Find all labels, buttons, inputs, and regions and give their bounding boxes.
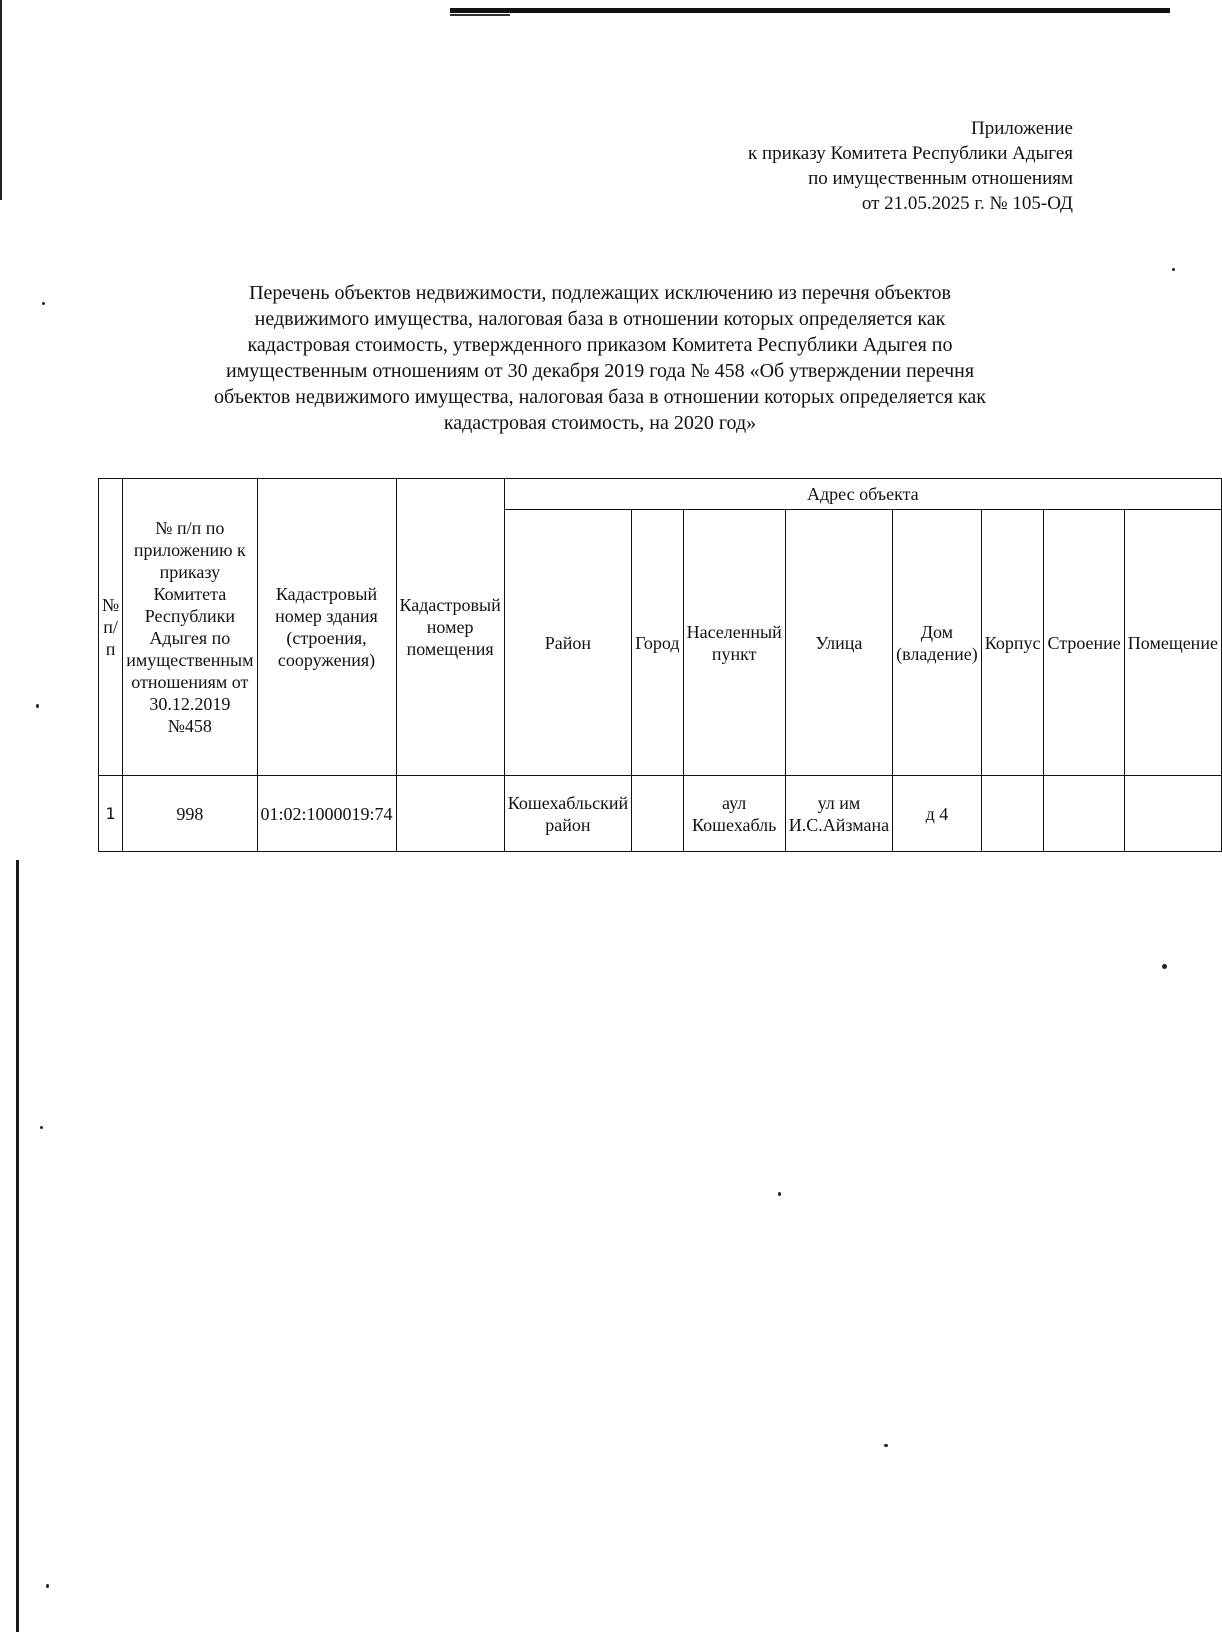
cell-appendix-num: 998 [123, 776, 257, 852]
scan-edge-line [0, 0, 2, 200]
scan-speck [884, 1444, 888, 1447]
title-line: кадастровая стоимость, на 2020 год» [443, 412, 757, 434]
cell-room-cadastral [396, 776, 504, 852]
cell-district: Кошехабльский район [504, 776, 631, 852]
title-line: кадастровая стоимость, утвержденного приказом Комитета Республики Адыгея по [247, 334, 953, 356]
header-house: Дом (владение) [893, 510, 982, 776]
header-city: Город [632, 510, 683, 776]
scan-edge-line [16, 860, 19, 1632]
appendix-line: Приложение [971, 118, 1073, 139]
scan-edge-line [450, 14, 510, 16]
appendix-line: от 21.05.2025 г. № 105-ОД [861, 193, 1073, 214]
cell-city [632, 776, 683, 852]
appendix-header [748, 116, 1073, 216]
title-line: Перечень объектов недвижимости, подлежащих исключению из перечня объектов [249, 282, 951, 304]
header-settlement: Населенный пункт [683, 510, 785, 776]
scan-speck [36, 704, 39, 708]
scan-speck [46, 1584, 49, 1588]
header-room-cadastral: Кадастровый номер помещения [396, 479, 504, 776]
appendix-line: по имущественным отношениям [808, 168, 1073, 189]
cell-num: 1 [99, 776, 123, 852]
cell-premises [1124, 776, 1221, 852]
cell-building-cadastral: 01:02:1000019:74 [257, 776, 396, 852]
scan-speck [1172, 268, 1175, 271]
header-address-group: Адрес объекта [504, 479, 1221, 510]
header-street: Улица [785, 510, 892, 776]
document-title [150, 280, 1050, 436]
scan-edge-line [450, 8, 1170, 13]
header-premises: Помещение [1124, 510, 1221, 776]
header-district: Район [504, 510, 631, 776]
header-num: № п/п [99, 479, 123, 776]
scan-speck [40, 1126, 43, 1129]
scan-speck [1162, 964, 1167, 969]
title-line: недвижимого имущества, налоговая база в отношении которых определяется как [254, 308, 946, 330]
title-line: имущественным отношениям от 30 декабря 2019 года № 458 «Об утверждении перечня [225, 360, 975, 382]
objects-table [98, 478, 1222, 852]
title-line: объектов недвижимого имущества, налоговая база в отношении которых определяется как [214, 386, 986, 408]
appendix-line: к приказу Комитета Республики Адыгея [748, 143, 1073, 164]
table-row [99, 776, 1222, 852]
scan-speck [778, 1192, 781, 1196]
header-building-cadastral: Кадастровый номер здания (строения, сооружения) [257, 479, 396, 776]
cell-building [981, 776, 1044, 852]
cell-house: д 4 [893, 776, 982, 852]
header-building: Корпус [981, 510, 1044, 776]
header-structure: Строение [1044, 510, 1124, 776]
scan-speck [42, 302, 45, 305]
cell-settlement: аул Кошехабль [683, 776, 785, 852]
header-appendix-num: № п/п по приложению к приказу Комитета Республики Адыгея по имущественным отношениям от 30.12.2019 №458 [123, 479, 257, 776]
cell-street: ул им И.С.Айзмана [785, 776, 892, 852]
cell-structure [1044, 776, 1124, 852]
